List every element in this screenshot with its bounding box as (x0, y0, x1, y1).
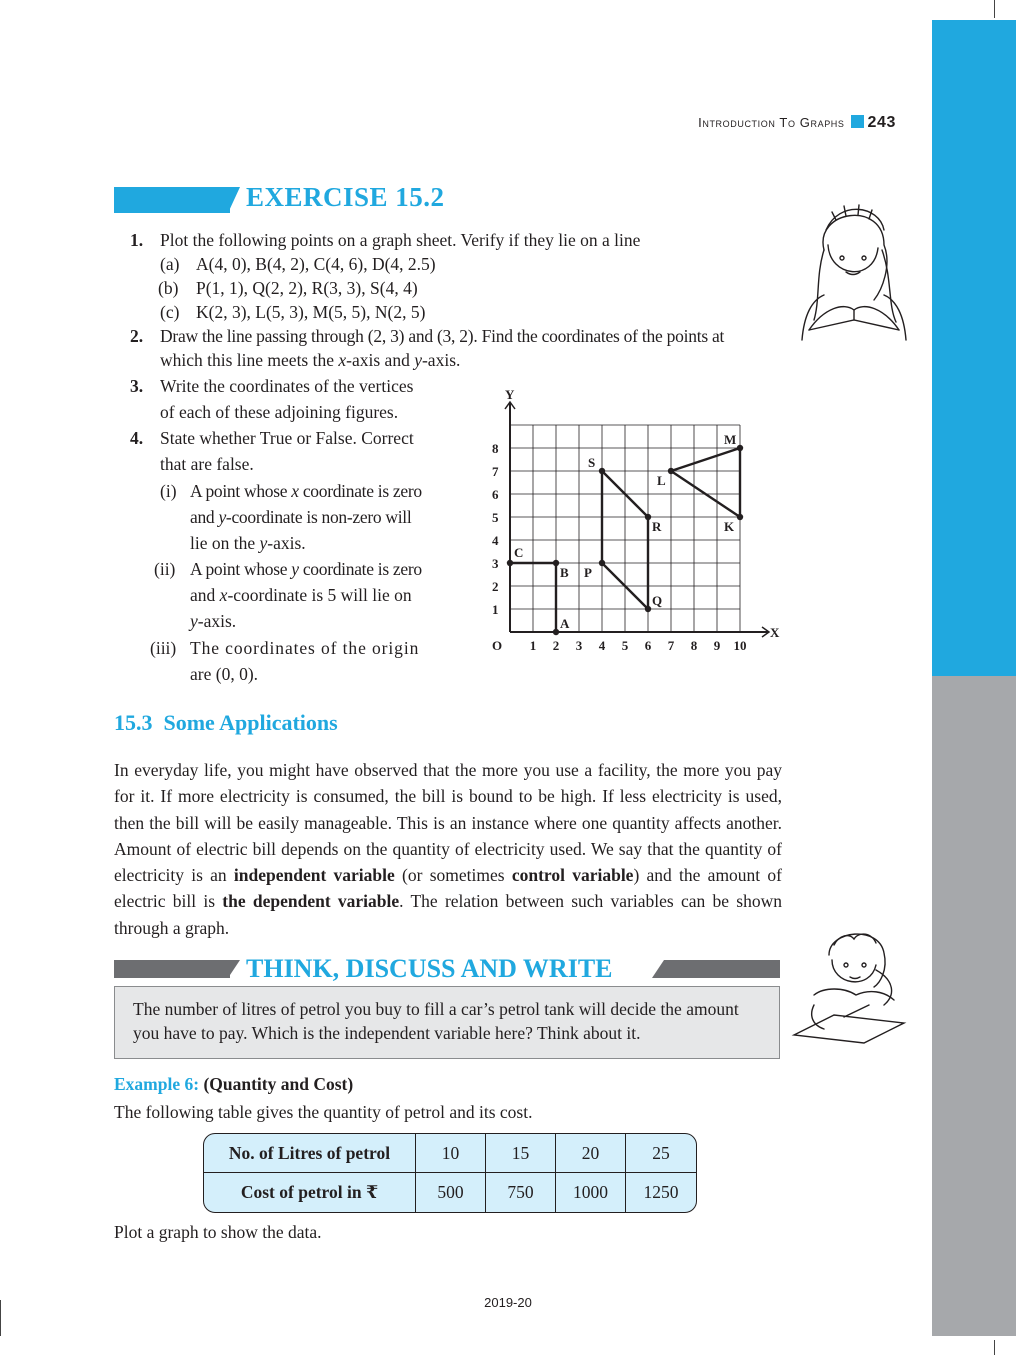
x-tick-label: 4 (598, 638, 606, 653)
table-cell: 500 (416, 1173, 486, 1212)
point-marker (668, 468, 674, 474)
q1-text: Plot the following points on a graph sheet. Verify if they lie on a line (160, 230, 641, 250)
y-tick-label: 3 (492, 556, 499, 571)
page-number: 243 (867, 114, 896, 131)
think-heading-bar-left-tip (228, 960, 240, 978)
q1-number: 1. (130, 230, 144, 250)
y-axis-label: Y (505, 387, 515, 402)
point-label: K (724, 519, 735, 534)
q2-line1: Draw the line passing through (2, 3) and (3, 2). Find the coordinates of the points at (160, 326, 725, 346)
x-tick-label: 7 (667, 638, 675, 653)
y-tick-label: 5 (492, 510, 499, 525)
y-tick-label: 8 (492, 441, 499, 456)
boy-thinking-illustration (784, 925, 924, 1045)
point-label: B (560, 565, 569, 580)
q4-ii-label: (ii) (154, 559, 176, 579)
example6-label: Example 6: (114, 1074, 200, 1094)
q1-c-text: K(2, 3), L(5, 3), M(5, 5), N(2, 5) (196, 302, 426, 322)
point-label: L (657, 473, 666, 488)
y-tick-label: 2 (492, 579, 499, 594)
y-tick-label: 4 (492, 533, 499, 548)
crop-mark (994, 0, 995, 18)
q2-number: 2. (130, 326, 144, 346)
q4-iii-line2: are (0, 0). (190, 664, 259, 684)
point-label: R (652, 519, 662, 534)
think-heading-bar-right-tip (652, 960, 664, 978)
point-marker (599, 560, 605, 566)
example6-heading (114, 1072, 353, 1096)
x-axis-label: X (770, 625, 780, 640)
point-marker (645, 606, 651, 612)
table-cell: 750 (486, 1173, 556, 1212)
y-tick-label: 6 (492, 487, 499, 502)
running-head (600, 114, 896, 132)
q4-i-label: (i) (160, 481, 177, 501)
q4-number: 4. (130, 428, 144, 448)
crop-mark (994, 1340, 995, 1355)
x-tick-label: 5 (621, 638, 629, 653)
example6-title: (Quantity and Cost) (203, 1074, 354, 1094)
table-cell: 15 (486, 1134, 556, 1173)
q3-line2: of each of these adjoining figures. (160, 402, 399, 422)
side-tab-gray (932, 676, 1016, 1336)
q4-i-line3: lie on the y-axis. (190, 533, 306, 553)
point-marker (737, 445, 743, 451)
point-label: A (560, 616, 570, 631)
table-header-cost: Cost of petrol in ₹ (204, 1173, 416, 1212)
coordinate-graph (480, 360, 790, 660)
figure-outline (671, 448, 740, 517)
table-cell: 1000 (556, 1173, 626, 1212)
q4-iii-label: (iii) (150, 638, 177, 658)
q1-a-label: (a) (160, 254, 180, 274)
point-label: S (588, 455, 596, 470)
y-tick-label: 7 (492, 464, 499, 479)
section-title: 15.3 Some Applications (114, 710, 338, 735)
table-cell: 25 (626, 1134, 696, 1173)
x-tick-label: 8 (690, 638, 698, 653)
q3-line1: Write the coordinates of the vertices (160, 376, 414, 396)
square-icon (851, 115, 864, 128)
exercise-heading-bar (114, 187, 230, 213)
petrol-table (203, 1133, 697, 1213)
example6-intro: The following table gives the quantity of petrol and its cost. (114, 1102, 533, 1122)
y-tick-label: 1 (492, 602, 499, 617)
footer-year: 2019-20 (484, 1295, 532, 1310)
example6-outro: Plot a graph to show the data. (114, 1222, 322, 1242)
running-head-title: Introduction To Graphs (698, 115, 845, 130)
think-heading-bar-right (664, 960, 780, 978)
point-label: P (584, 565, 592, 580)
think-title: THINK, DISCUSS AND WRITE (246, 954, 613, 983)
x-tick-label: 3 (575, 638, 583, 653)
q1-c-label: (c) (160, 302, 180, 322)
q4-i-line1: A point whose x coordinate is zero (190, 481, 422, 501)
point-marker (553, 560, 559, 566)
point-marker (553, 629, 559, 635)
think-box: The number of litres of petrol you buy to fill a car’s petrol tank will decide the amount you have to pay. Which is the independent variable here? Think about it. (114, 986, 780, 1059)
exercise-title: EXERCISE 15.2 (246, 182, 445, 212)
q2-line2: which this line meets the x-axis and y-axis. (160, 350, 461, 370)
think-heading-bar-left (114, 960, 230, 978)
point-label: Q (652, 593, 663, 608)
table-row (204, 1134, 696, 1173)
point-marker (737, 514, 743, 520)
q1-a-text: A(4, 0), B(4, 2), C(4, 6), D(4, 2.5) (196, 254, 436, 274)
table-header-litres: No. of Litres of petrol (204, 1134, 416, 1173)
q1-b-text: P(1, 1), Q(2, 2), R(3, 3), S(4, 4) (196, 278, 418, 298)
point-label: M (724, 432, 737, 447)
section-paragraph: In everyday life, you might have observed that the more you use a facility, the more you pay for it. If more electricity is consumed, the bill is bound to be high. If less electricity is used, then the bill will be easily manageable. This is an instance where one quantity affects another. Amount of electric bill depends on the quantity of electricity used. We say that the quantity of electricity is an independent variable (or sometimes control variable) and the amount of electric bill is the dependent variable. The relation between such variables can be shown through a graph. (114, 760, 782, 938)
girl-reading-illustration (784, 190, 924, 350)
q4-ii-line2: and x-coordinate is 5 will lie on (190, 585, 412, 605)
q1-b-label: (b) (158, 278, 179, 298)
table-row (204, 1173, 696, 1212)
x-tick-label: 1 (529, 638, 537, 653)
point-label: C (514, 545, 524, 560)
q4-i-line2: and y-coordinate is non-zero will (190, 507, 412, 527)
exercise-heading-bar-tip (228, 187, 240, 213)
x-tick-label: 9 (713, 638, 721, 653)
table-cell: 10 (416, 1134, 486, 1173)
q4-ii-line3: y-axis. (190, 611, 237, 631)
q4-line2: that are false. (160, 454, 254, 474)
point-marker (507, 560, 513, 566)
x-tick-label: 6 (644, 638, 652, 653)
origin-label: O (492, 638, 503, 653)
x-tick-label: 10 (733, 638, 747, 653)
x-tick-label: 2 (552, 638, 560, 653)
q3-number: 3. (130, 376, 144, 396)
q4-ii-line1: A point whose y coordinate is zero (190, 559, 422, 579)
side-tab-blue (932, 20, 1016, 676)
q4-iii-line1: The coordinates of the origin (190, 638, 420, 658)
point-marker (645, 514, 651, 520)
q4-line1: State whether True or False. Correct (160, 428, 414, 448)
point-marker (599, 468, 605, 474)
table-cell: 20 (556, 1134, 626, 1173)
table-cell: 1250 (643, 1182, 679, 1202)
